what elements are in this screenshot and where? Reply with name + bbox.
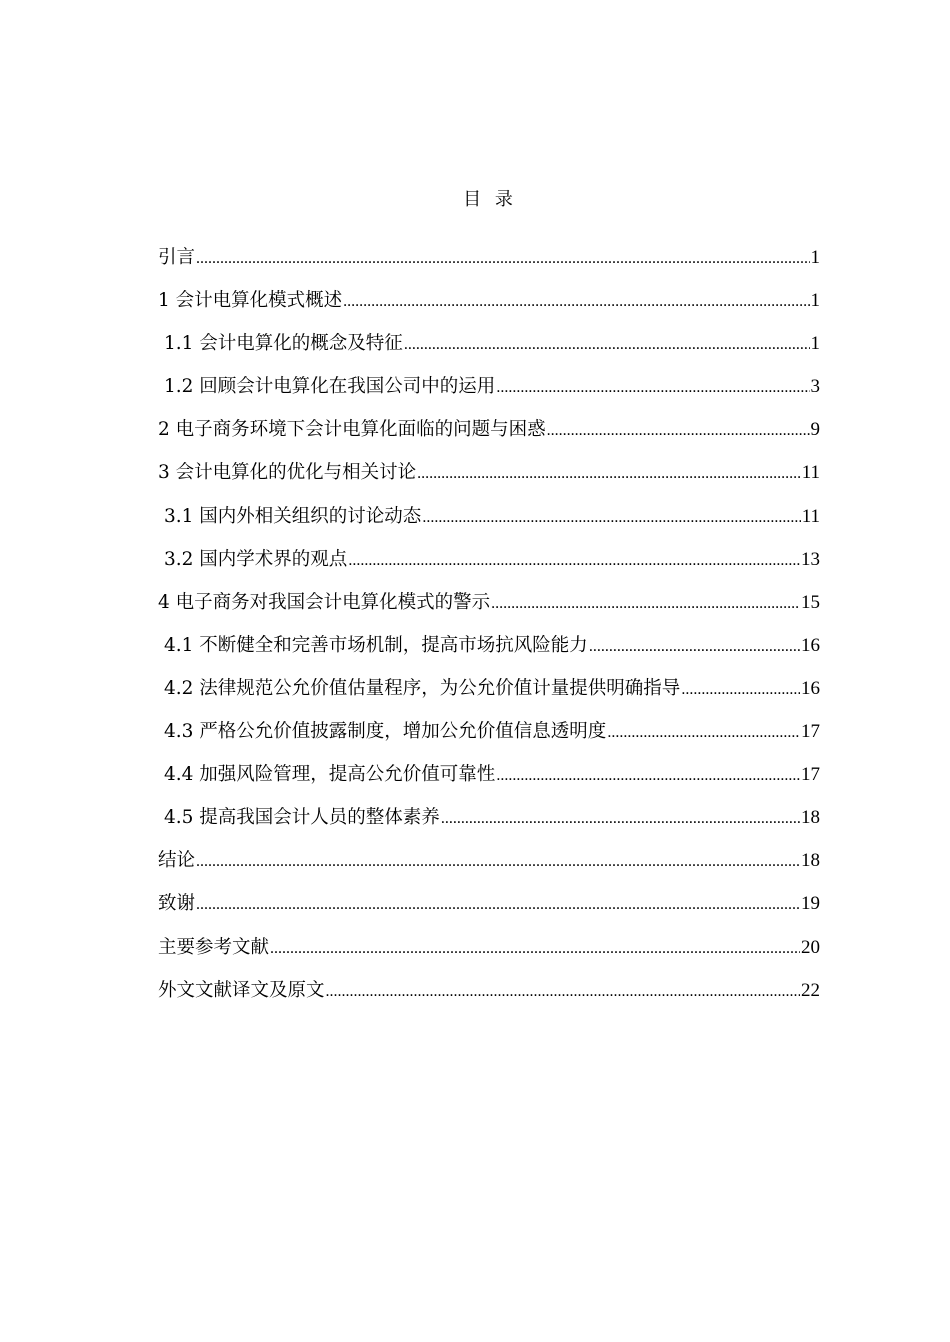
- toc-entry-page: 9: [810, 419, 820, 441]
- toc-entry-text: 致谢: [158, 893, 196, 915]
- toc-entry[interactable]: [158, 672, 820, 715]
- toc-entry-text: 4.2 法律规范公允价值估量程序，为公允价值计量提供明确指导: [164, 677, 681, 699]
- toc-entry-page: 1: [810, 290, 820, 312]
- toc-entry-text: 1.2 回顾会计电算化在我国公司中的运用: [164, 376, 496, 398]
- toc-leader-dots: [196, 845, 800, 879]
- toc-entry-page: 11: [801, 505, 820, 527]
- toc-entry[interactable]: [158, 241, 820, 284]
- toc-entry-text: 4.1 不断健全和完善市场机制，提高市场抗风险能力: [164, 634, 588, 656]
- toc-entry-text: 主要参考文献: [158, 936, 270, 958]
- toc-leader-dots: [589, 630, 800, 664]
- toc-entry-text: 4.3 严格公允价值披露制度，增加公允价值信息透明度: [164, 721, 607, 743]
- toc-entry[interactable]: [158, 284, 820, 327]
- toc-entry-page: 11: [801, 462, 820, 484]
- toc-entry[interactable]: [158, 844, 820, 887]
- toc-entry-page: 18: [801, 807, 820, 829]
- toc-entry-page: 19: [801, 893, 820, 915]
- toc-entry-text: 4 电子商务对我国会计电算化模式的警示: [158, 591, 491, 613]
- toc-entry-page: 18: [801, 850, 820, 872]
- toc-entry-page: 1: [810, 247, 820, 268]
- toc-entry-page: 16: [801, 634, 820, 656]
- toc-entry[interactable]: [158, 974, 820, 1017]
- toc-leader-dots: [196, 888, 800, 922]
- toc-entry-page: 17: [801, 721, 820, 743]
- toc-entry-text: 引言: [158, 247, 196, 268]
- toc-entry[interactable]: [158, 370, 820, 413]
- toc-leader-dots: [491, 587, 800, 621]
- toc-entry[interactable]: [158, 801, 820, 844]
- toc-entry-text: 3.2 国内学术界的观点: [164, 548, 348, 570]
- toc-entry-page: 17: [801, 764, 820, 786]
- toc-entry-page: 16: [801, 677, 820, 699]
- toc-leader-dots: [343, 285, 809, 319]
- toc-entry-text: 3.1 国内外相关组织的讨论动态: [164, 505, 422, 527]
- toc-entry[interactable]: [158, 500, 820, 543]
- toc-leader-dots: [681, 673, 800, 707]
- toc-leader-dots: [326, 975, 800, 1009]
- toc-entry[interactable]: [158, 931, 820, 974]
- toc-leader-dots: [417, 457, 801, 491]
- toc-list: [158, 241, 820, 1017]
- toc-entry-page: 13: [801, 548, 820, 570]
- toc-entry-text: 4.4 加强风险管理，提高公允价值可靠性: [164, 764, 496, 786]
- toc-entry-page: 3: [810, 376, 820, 398]
- toc-entry-text: 4.5 提高我国会计人员的整体素养: [164, 807, 440, 829]
- toc-entry-page: 1: [810, 333, 820, 355]
- toc-leader-dots: [422, 501, 800, 535]
- toc-entry-page: 22: [801, 979, 820, 1001]
- toc-entry[interactable]: [158, 887, 820, 930]
- toc-leader-dots: [196, 242, 809, 276]
- toc-entry-text: 1 会计电算化模式概述: [158, 290, 343, 312]
- toc-entry-text: 2 电子商务环境下会计电算化面临的问题与困惑: [158, 419, 546, 441]
- toc-entry-text: 结论: [158, 850, 196, 872]
- toc-leader-dots: [496, 371, 809, 405]
- toc-entry[interactable]: [158, 456, 820, 499]
- toc-entry-text: 外文文献译文及原文: [158, 979, 325, 1001]
- toc-leader-dots: [496, 759, 800, 793]
- toc-entry[interactable]: [158, 586, 820, 629]
- toc-leader-dots: [270, 932, 800, 966]
- toc-entry[interactable]: [158, 629, 820, 672]
- toc-entry-text: 1.1 会计电算化的概念及特征: [164, 333, 403, 355]
- toc-entry[interactable]: [158, 543, 820, 586]
- toc-entry[interactable]: [158, 327, 820, 370]
- toc-leader-dots: [547, 414, 810, 448]
- toc-leader-dots: [404, 328, 810, 362]
- toc-entry[interactable]: [158, 715, 820, 758]
- toc-leader-dots: [607, 716, 800, 750]
- toc-entry[interactable]: [158, 758, 820, 801]
- toc-entry-text: 3 会计电算化的优化与相关讨论: [158, 462, 417, 484]
- toc-leader-dots: [441, 802, 800, 836]
- toc-entry-page: 20: [801, 936, 820, 958]
- toc-leader-dots: [348, 544, 800, 578]
- toc-title: 目 录: [463, 189, 517, 210]
- toc-entry-page: 15: [801, 591, 820, 613]
- toc-entry[interactable]: [158, 413, 820, 456]
